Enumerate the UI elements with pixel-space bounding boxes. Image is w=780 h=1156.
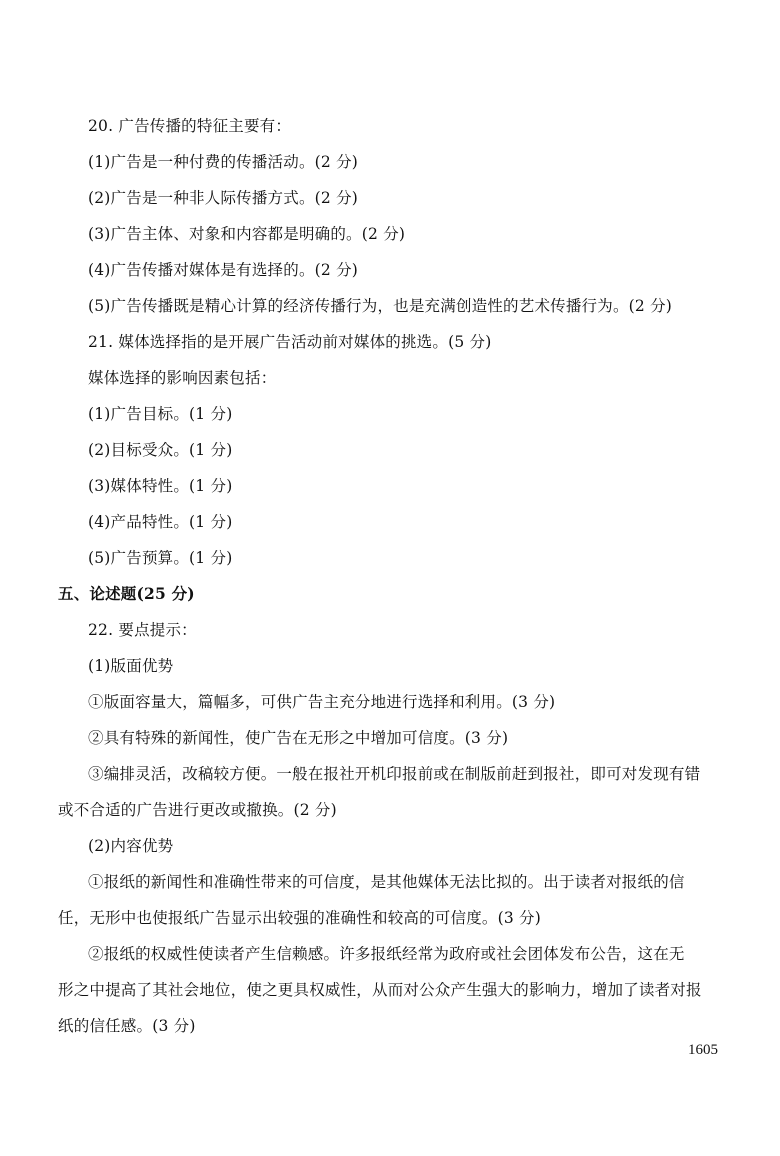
q20-point-1: (1)广告是一种付费的传播活动。(2 分) [88, 153, 359, 171]
q22-layout-point-1: ①版面容量大，篇幅多，可供广告主充分地进行选择和利用。(3 分) [88, 693, 556, 711]
q22-layout-point-2: ②具有特殊的新闻性，使广告在无形之中增加可信度。(3 分) [88, 729, 509, 747]
q20-point-4: (4)广告传播对媒体是有选择的。(2 分) [88, 261, 359, 279]
q21-factor-1: (1)广告目标。(1 分) [88, 405, 233, 423]
q22-content-point-1-line-2: 任，无形中也使报纸广告显示出较强的准确性和较高的可信度。(3 分) [58, 909, 541, 927]
q22-content-point-2-line-1: ②报纸的权威性使读者产生信赖感。许多报纸经常为政府或社会团体发布公告，这在无 [88, 945, 685, 963]
question-21-heading: 21. 媒体选择指的是开展广告活动前对媒体的挑选。(5 分) [88, 333, 492, 351]
q22-subheading-content: (2)内容优势 [88, 837, 174, 855]
q21-factor-3: (3)媒体特性。(1 分) [88, 477, 233, 495]
q22-layout-point-3-line-2: 或不合适的广告进行更改或撤换。(2 分) [58, 801, 337, 819]
q22-content-point-2-line-3: 纸的信任感。(3 分) [58, 1017, 196, 1035]
q22-content-point-2-line-2: 形之中提高了其社会地位，使之更具权威性，从而对公众产生强大的影响力，增加了读者对报 [58, 981, 702, 999]
page-number: 1605 [688, 1042, 718, 1058]
question-22-heading: 22. 要点提示： [88, 621, 197, 639]
q20-point-5: (5)广告传播既是精心计算的经济传播行为，也是充满创造性的艺术传播行为。(2 分) [88, 297, 673, 315]
q21-factor-5: (5)广告预算。(1 分) [88, 549, 233, 567]
q21-factors-intro: 媒体选择的影响因素包括： [88, 369, 277, 387]
q20-point-3: (3)广告主体、对象和内容都是明确的。(2 分) [88, 225, 406, 243]
q20-point-2: (2)广告是一种非人际传播方式。(2 分) [88, 189, 359, 207]
q22-content-point-1-line-1: ①报纸的新闻性和准确性带来的可信度，是其他媒体无法比拟的。出于读者对报纸的信 [88, 873, 685, 891]
q22-layout-point-3-line-1: ③编排灵活，改稿较方便。一般在报社开机印报前或在制版前赶到报社，即可对发现有错 [88, 765, 701, 783]
q21-factor-2: (2)目标受众。(1 分) [88, 441, 233, 459]
q22-subheading-layout: (1)版面优势 [88, 657, 174, 675]
section-five-heading: 五、论述题(25 分) [58, 584, 195, 603]
question-20-heading: 20. 广告传播的特征主要有： [88, 117, 292, 135]
q21-factor-4: (4)产品特性。(1 分) [88, 513, 233, 531]
